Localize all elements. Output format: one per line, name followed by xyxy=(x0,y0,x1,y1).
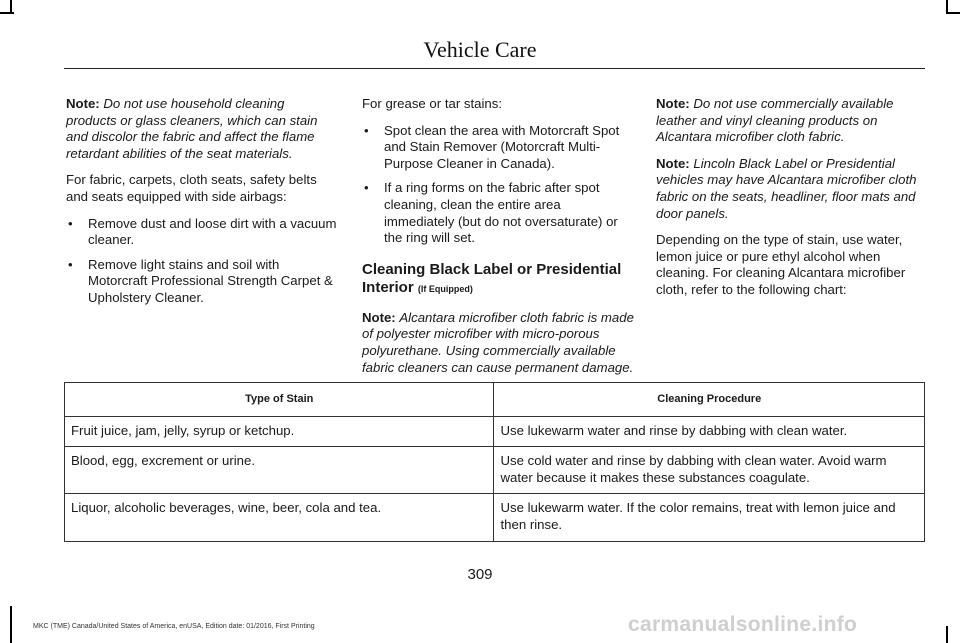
note-label: Note: xyxy=(66,96,100,111)
intro-paragraph: For fabric, carpets, cloth seats, safety belts and seats equipped with side airbags: xyxy=(66,172,317,204)
crop-mark xyxy=(0,12,14,14)
list-item: • If a ring forms on the fabric after spot cleaning, clean the entire area immediately (but do not oversaturate) or the ring will set. xyxy=(364,180,618,246)
note-paragraph: Note: Alcantara microfiber cloth fabric is made of polyester microfiber with micro-porous polyurethane. Using commercially available fabric cleaners can cause permanent damage. xyxy=(362,309,634,375)
note-paragraph: Note: Lincoln Black Label or Presidential vehicles may have Alcantara microfiber cloth fabric on the seats, headliner, floor mats and door panels. xyxy=(656,155,917,221)
table-header-row xyxy=(65,383,925,417)
column-2 xyxy=(362,96,634,386)
note-paragraph: Note: Do not use commercially available leather and vinyl cleaning products on Alcantara microfiber cloth fabric. xyxy=(656,96,894,145)
table-row xyxy=(65,416,925,447)
table-cell: Liquor, alcoholic beverages, wine, beer, cola and tea. xyxy=(65,494,494,541)
bullet-list xyxy=(362,123,634,247)
stain-cleaning-table xyxy=(64,382,925,542)
column-3 xyxy=(656,96,928,309)
list-item: • Spot clean the area with Motorcraft Spot and Stain Remover (Motorcraft Multi-Purpose Cleaner in Canada). xyxy=(364,122,620,171)
table-row xyxy=(65,494,925,541)
table-cell: Blood, egg, excrement or urine. xyxy=(65,447,494,494)
section-heading: Cleaning Black Label or Presidential Interior (If Equipped) xyxy=(362,260,622,296)
header-divider xyxy=(64,68,925,69)
body-paragraph: Depending on the type of stain, use water, lemon juice or pure ethyl alcohol when cleaning. For cleaning Alcantara microfiber cloth, refer to the following chart: xyxy=(656,232,906,297)
table-cell: Use lukewarm water. If the color remains, treat with lemon juice and then rinse. xyxy=(494,494,925,541)
header-cleaning-procedure: Cleaning Procedure xyxy=(494,383,925,417)
heading-qualifier: (If Equipped) xyxy=(417,283,473,294)
table-cell: Use lukewarm water and rinse by dabbing with clean water. xyxy=(494,416,925,447)
crop-mark xyxy=(10,606,12,643)
note-text: Do not use household cleaning products or glass cleaners, which can stain and discolor the fabric and affect the flame retardant abilities of the seat materials. xyxy=(66,96,318,161)
list-item: • Remove light stains and soil with Motorcraft Professional Strength Carpet & Upholstery Cleaner. xyxy=(68,256,333,305)
note-paragraph xyxy=(66,96,338,162)
table-cell: Use cold water and rinse by dabbing with clean water. Avoid warm water because it makes these substances coagulate. xyxy=(494,447,925,494)
footer-edition-info: MKC (TME) Canada/United States of America, enUSA, Edition date: 01/2016, First Printing xyxy=(33,623,315,630)
page-header-title: Vehicle Care xyxy=(423,37,537,62)
page-number: 309 xyxy=(467,566,493,583)
bullet-list xyxy=(66,216,338,307)
list-item: • Remove dust and loose dirt with a vacuum cleaner. xyxy=(68,215,337,248)
table-cell: Fruit juice, jam, jelly, syrup or ketchup. xyxy=(65,416,494,447)
crop-mark xyxy=(946,12,960,14)
column-1 xyxy=(66,96,338,317)
header-type-of-stain: Type of Stain xyxy=(65,383,494,417)
table-row xyxy=(65,447,925,494)
intro-paragraph: For grease or tar stains: xyxy=(362,96,502,111)
watermark: carmanualsonline.info xyxy=(628,613,858,636)
crop-mark xyxy=(946,626,948,643)
